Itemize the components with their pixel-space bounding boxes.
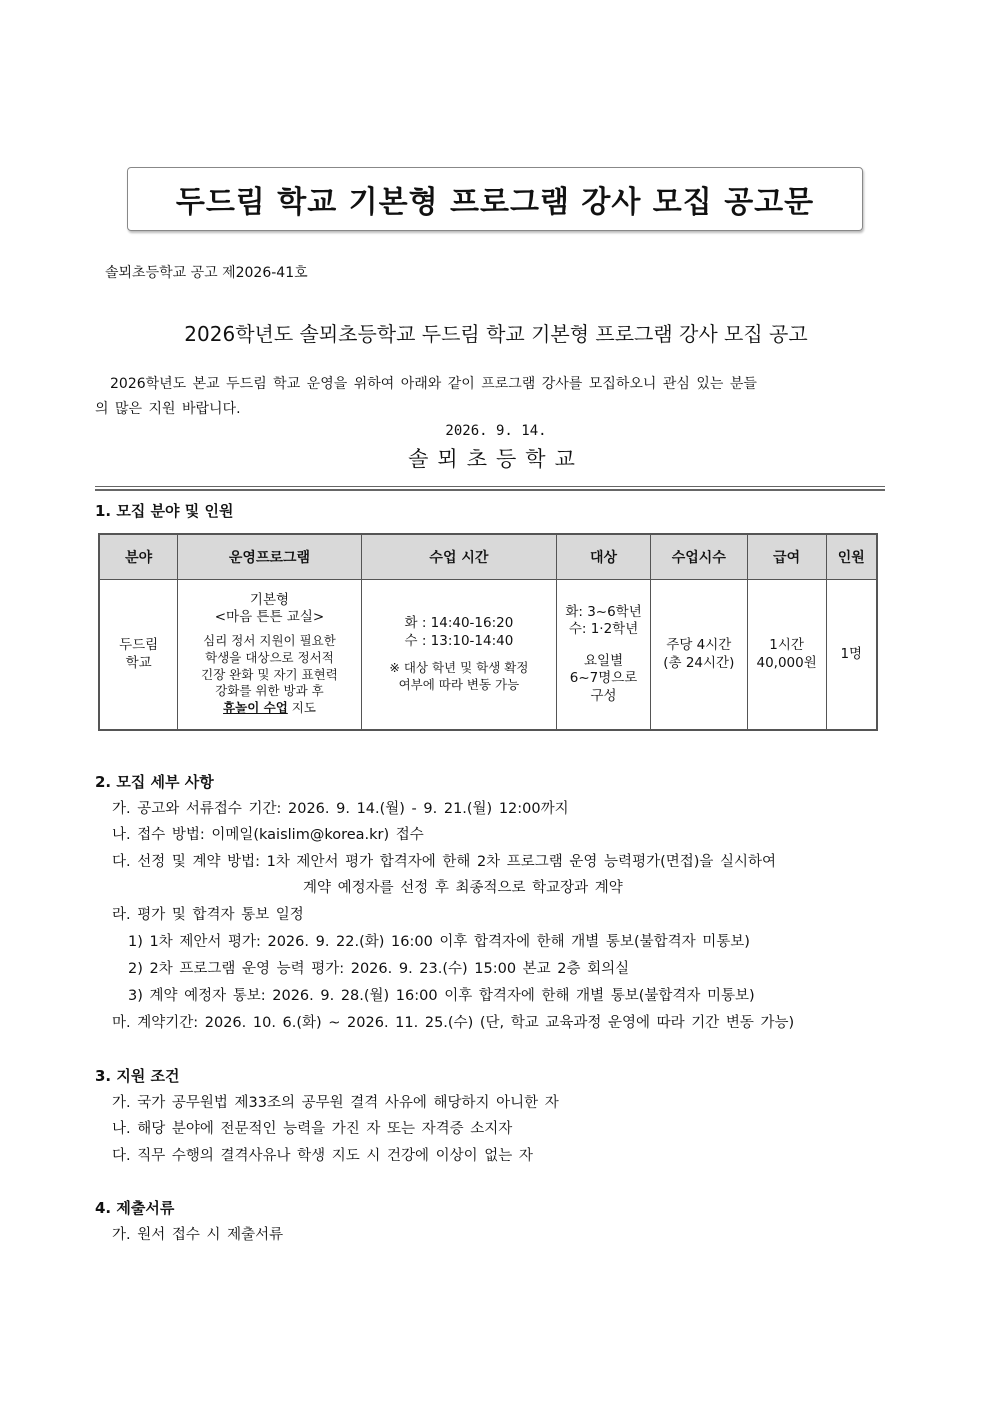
section4-title: 4. 제출서류 (95, 1199, 175, 1217)
cell-field: 두드림 학교 (99, 580, 178, 731)
header-time: 수업 시간 (361, 534, 556, 580)
headline: 2026학년도 솔뫼초등학교 두드림 학교 기본형 프로그램 강사 모집 공고 (184, 322, 808, 346)
header-program: 운영프로그램 (178, 534, 361, 580)
time-note: ※ 대상 학년 및 학생 확정 여부에 따라 변동 가능 (389, 660, 529, 693)
program-desc: 심리 정서 지원이 필요한 학생을 대상으로 정서적 긴장 완화 및 자기 표현력 강화를 위한 방과 후 (201, 632, 338, 699)
section1-title: 1. 모집 분야 및 인원 (95, 502, 234, 520)
section2-item-ma: 마. 계약기간: 2026. 10. 6.(화) ~ 2026. 11. 25.(수) (단, 학교 교육과정 운영에 따라 기간 변동 가능) (112, 1015, 795, 1031)
program-desc-end (181, 700, 357, 717)
section3-item-ga: 가. 국가 공무원법 제33조의 공무원 결격 사유에 해당하지 아니한 자 (112, 1095, 559, 1111)
target-grades: 화: 3~6학년 수: 1·2학년 (565, 603, 642, 638)
cell-program (178, 580, 361, 731)
section2-title: 2. 모집 세부 사항 (95, 773, 214, 791)
header-target: 대상 (557, 534, 651, 580)
section2-sub-2: 2) 2차 프로그램 운영 능력 평가: 2026. 9. 23.(수) 15:00 본교 2층 회의실 (128, 961, 630, 977)
program-tail-text: 지도 (287, 700, 316, 716)
cell-pay: 1시간 40,000원 (747, 580, 826, 731)
header-hours: 수업시수 (650, 534, 747, 580)
cell-time (361, 580, 556, 731)
intro-line-1: 2026학년도 본교 두드림 학교 운영을 위하여 아래와 같이 프로그램 강사를 모집하오니 관심 있는 분들 (110, 376, 757, 392)
section2-item-ga: 가. 공고와 서류접수 기간: 2026. 9. 14.(월) - 9. 21.(월) 12:00까지 (112, 801, 569, 817)
divider-thin (95, 486, 885, 487)
recruit-table (98, 533, 878, 731)
divider-thick (95, 489, 885, 491)
time-tuesday: 화 : 14:40-16:20 (404, 615, 514, 632)
section2-item-ra: 라. 평가 및 합격자 통보 일정 (112, 907, 304, 923)
section2-item-da: 다. 선정 및 계약 방법: 1차 제안서 평가 합격자에 한해 2차 프로그램 운영 능력평가(면접)을 실시하여 (112, 854, 777, 870)
section3-title: 3. 지원 조건 (95, 1067, 180, 1085)
cell-count: 1명 (826, 580, 877, 731)
time-wednesday: 수 : 13:10-14:40 (404, 632, 514, 649)
section2-sub-1: 1) 1차 제안서 평가: 2026. 9. 22.(화) 16:00 이후 합격자에 한해 개별 통보(불합격자 미통보) (128, 934, 750, 950)
document-title: 두드림 학교 기본형 프로그램 강사 모집 공고문 (175, 185, 815, 220)
program-bold-text: 휴놀이 수업 (223, 700, 288, 716)
program-name: <마음 튼튼 교실> (214, 609, 325, 626)
section3-item-da: 다. 직무 수행의 결격사유나 학생 지도 시 건강에 이상이 없는 자 (112, 1148, 533, 1164)
section2-item-na: 나. 접수 방법: 이메일(kaislim@korea.kr) 접수 (112, 827, 424, 843)
school-name: 솔뫼초등학교 (408, 447, 584, 471)
cell-hours: 주당 4시간 (총 24시간) (650, 580, 747, 731)
target-groups: 요일별 6~7명으로 구성 (569, 652, 638, 704)
section2-sub-3: 3) 계약 예정자 통보: 2026. 9. 28.(월) 16:00 이후 합격자에 한해 개별 통보(불합격자 미통보) (128, 988, 755, 1004)
cell-target (557, 580, 651, 731)
header-field: 분야 (99, 534, 178, 580)
section4-item-ga: 가. 원서 접수 시 제출서류 (112, 1227, 284, 1243)
title-box (127, 167, 863, 231)
intro-line-2: 의 많은 지원 바랍니다. (95, 401, 241, 417)
header-count: 인원 (826, 534, 877, 580)
notice-date: 2026. 9. 14. (445, 423, 547, 439)
notice-number: 솔뫼초등학교 공고 제2026-41호 (105, 265, 308, 281)
header-pay: 급여 (747, 534, 826, 580)
section2-item-da-cont: 계약 예정자를 선정 후 최종적으로 학교장과 계약 (303, 880, 623, 896)
program-type: 기본형 (249, 591, 290, 608)
table-row (99, 580, 877, 731)
table-header-row (99, 534, 877, 580)
section3-item-na: 나. 해당 분야에 전문적인 능력을 가진 자 또는 자격증 소지자 (112, 1121, 513, 1137)
